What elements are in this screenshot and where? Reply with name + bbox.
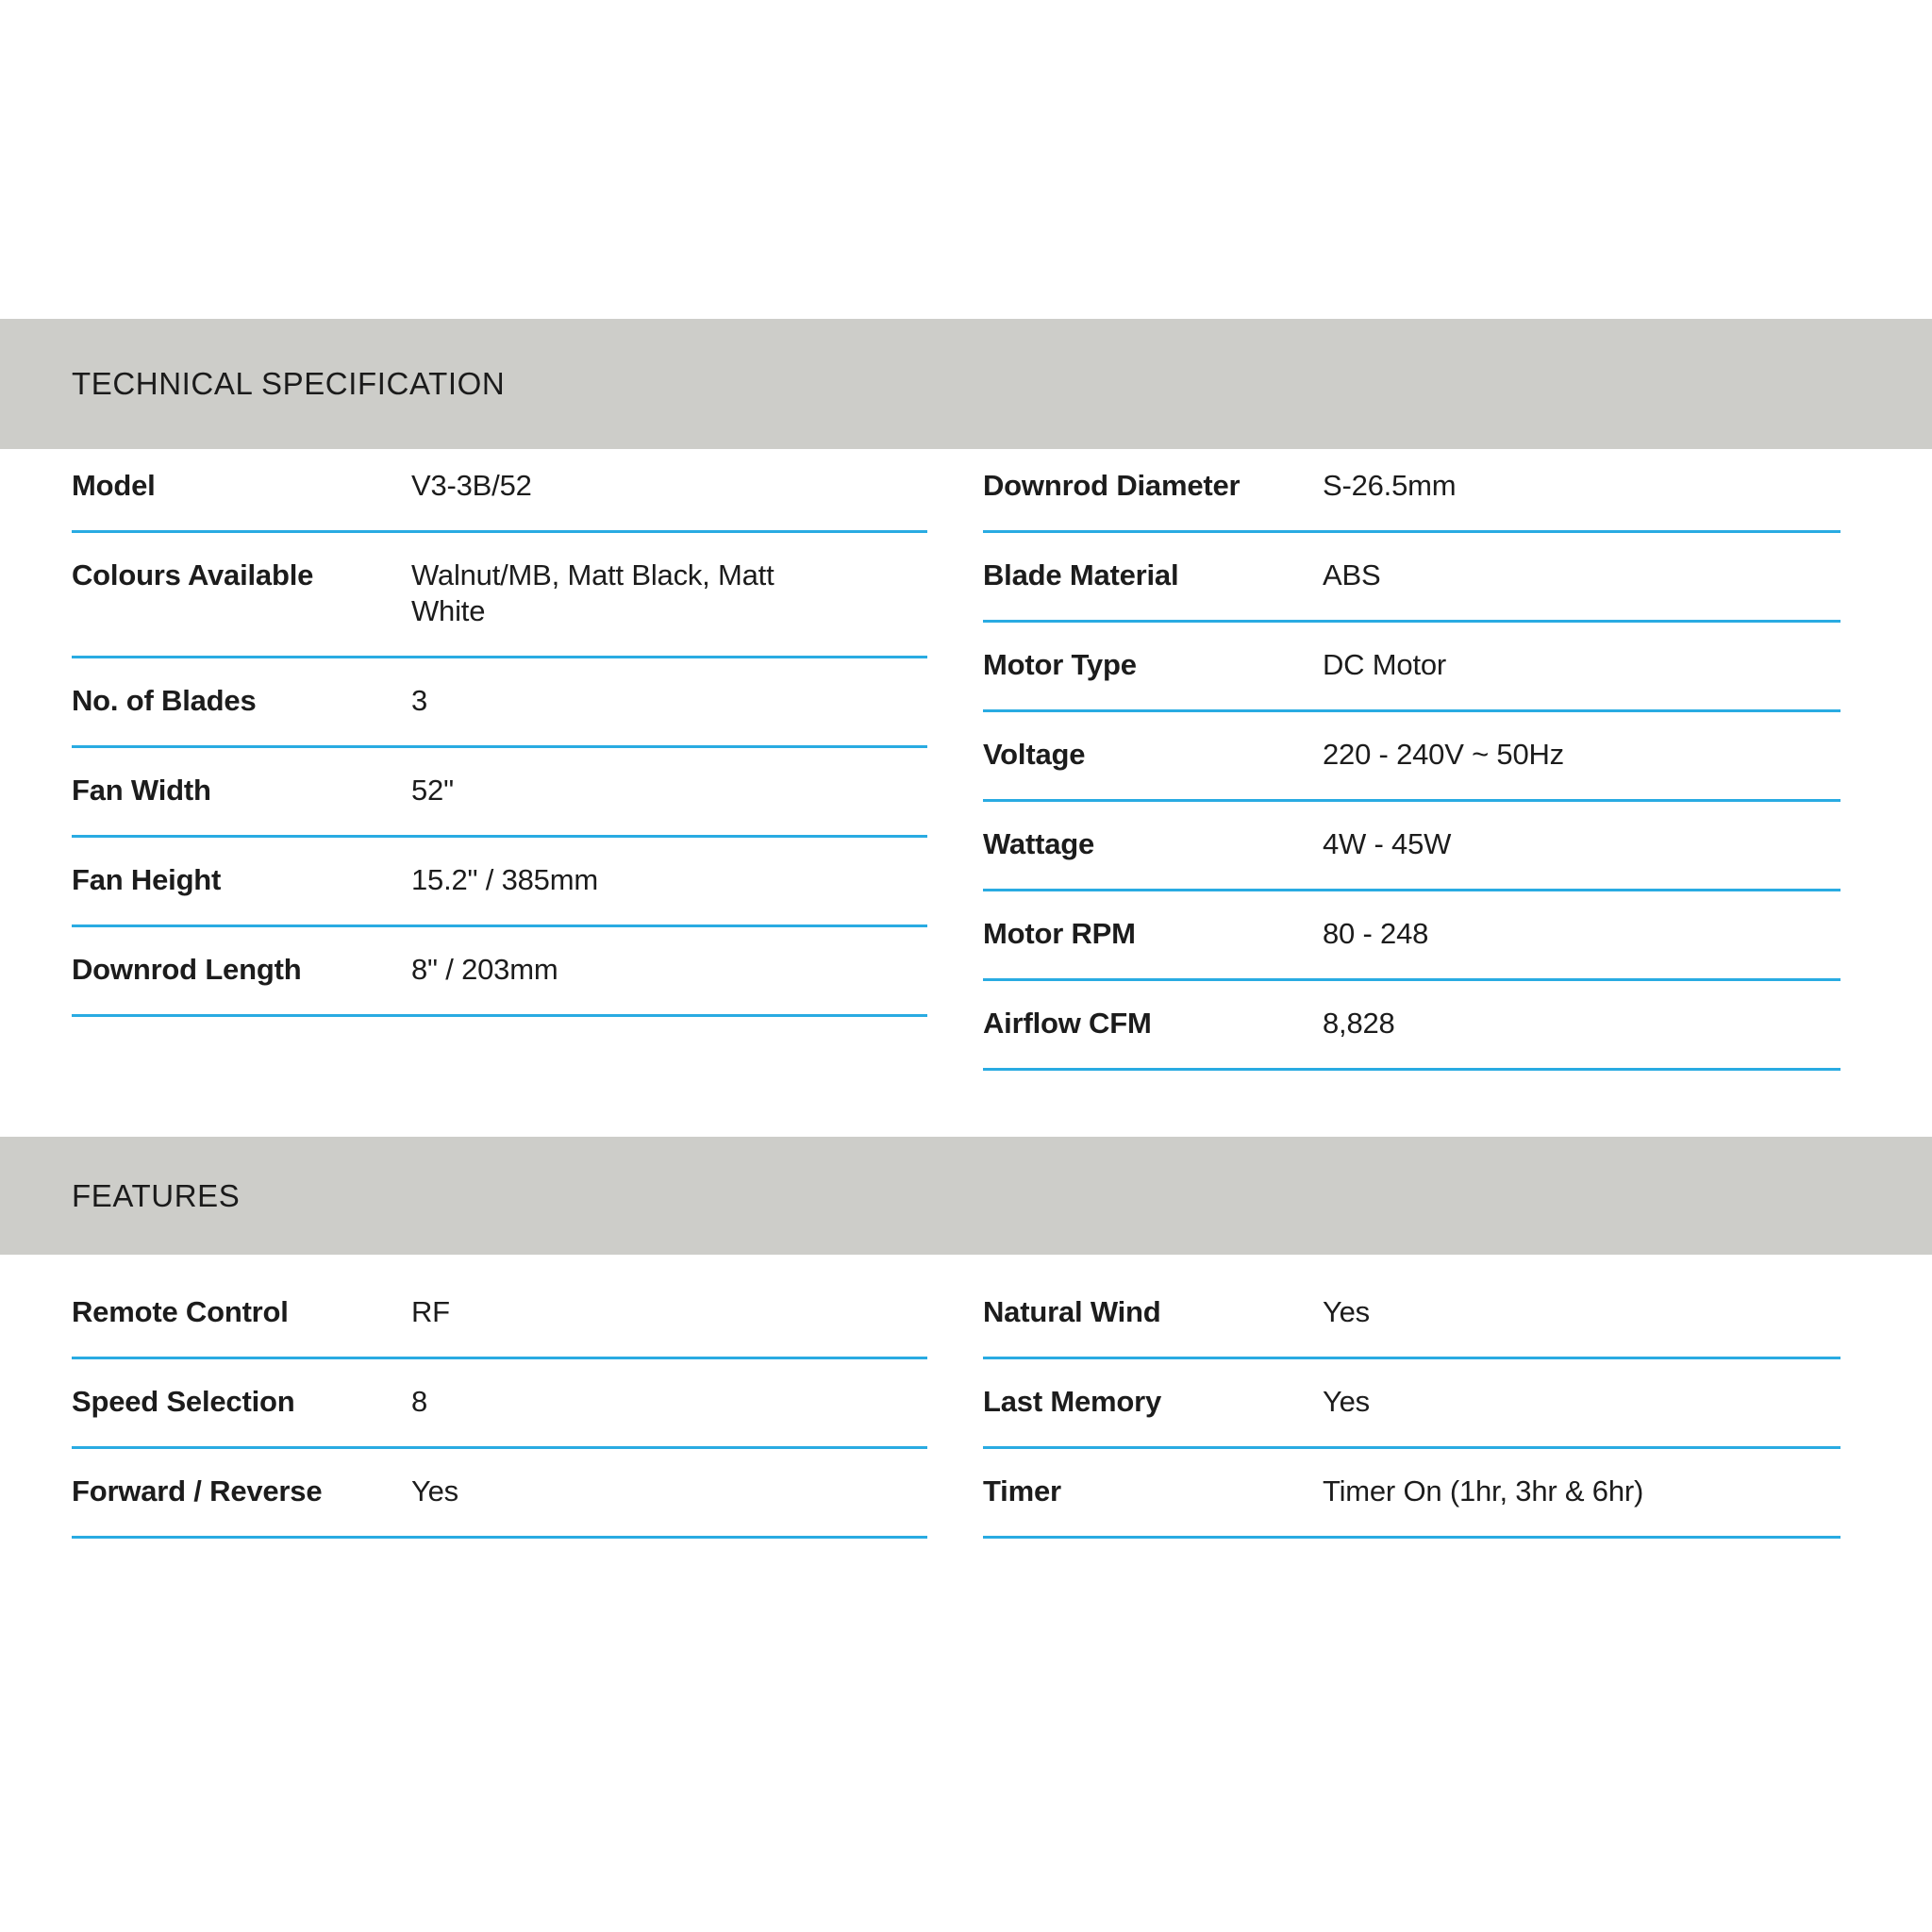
spec-label: Forward / Reverse xyxy=(72,1474,323,1507)
section-header-technical-specification xyxy=(0,319,1932,449)
spec-value: 52" xyxy=(411,774,454,807)
section-title: TECHNICAL SPECIFICATION xyxy=(72,366,506,401)
spec-value: Walnut/MB, Matt Black, Matt White xyxy=(411,558,774,627)
spec-row-blade-material xyxy=(983,533,1840,623)
spec-label: Motor RPM xyxy=(983,917,1136,950)
spec-value: 80 - 248 xyxy=(1323,917,1429,950)
spec-value: Yes xyxy=(411,1474,458,1507)
spec-label: Downrod Diameter xyxy=(983,469,1241,502)
section-header-features xyxy=(0,1137,1932,1255)
spec-value: ABS xyxy=(1323,558,1381,591)
spec-label: Motor Type xyxy=(983,648,1137,681)
spec-row-downrod-diameter xyxy=(983,449,1840,533)
spec-label: Colours Available xyxy=(72,558,314,591)
spec-label: Timer xyxy=(983,1474,1061,1507)
spec-value: S-26.5mm xyxy=(1323,469,1457,502)
spec-value: 220 - 240V ~ 50Hz xyxy=(1323,738,1564,771)
spec-row-speed-selection xyxy=(72,1359,927,1449)
spec-row-timer xyxy=(983,1449,1840,1539)
spec-label: Wattage xyxy=(983,827,1095,860)
spec-value: DC Motor xyxy=(1323,648,1447,681)
spec-row-fan-height xyxy=(72,838,927,927)
spec-row-no-of-blades xyxy=(72,658,927,748)
spec-row-colours-available xyxy=(72,533,927,658)
spec-value: 8 xyxy=(411,1385,428,1418)
spec-row-last-memory xyxy=(983,1359,1840,1449)
tech-spec-right-column xyxy=(983,449,1840,1071)
section-title: FEATURES xyxy=(72,1177,241,1213)
spec-row-motor-type xyxy=(983,623,1840,712)
spec-value: Yes xyxy=(1323,1295,1370,1328)
spec-row-natural-wind xyxy=(983,1255,1840,1359)
spec-row-fan-width xyxy=(72,748,927,838)
spec-value: Yes xyxy=(1323,1385,1370,1418)
spec-value: Timer On (1hr, 3hr & 6hr) xyxy=(1323,1474,1644,1507)
spec-row-forward-reverse xyxy=(72,1449,927,1539)
spec-label: Downrod Length xyxy=(72,953,302,986)
features-left-column xyxy=(72,1255,927,1539)
spec-label: Airflow CFM xyxy=(983,1007,1152,1040)
spec-value: 15.2" / 385mm xyxy=(411,863,598,896)
spec-label: Fan Width xyxy=(72,774,211,807)
spec-label: Blade Material xyxy=(983,558,1179,591)
spec-value: 3 xyxy=(411,684,428,717)
spec-value: 8" / 203mm xyxy=(411,953,558,986)
features-right-column xyxy=(983,1255,1840,1539)
spec-row-remote-control xyxy=(72,1255,927,1359)
spec-label: Natural Wind xyxy=(983,1295,1161,1328)
spec-value: 4W - 45W xyxy=(1323,827,1452,860)
spec-label: No. of Blades xyxy=(72,684,257,717)
spec-row-wattage xyxy=(983,802,1840,891)
spec-row-voltage xyxy=(983,712,1840,802)
spec-row-downrod-length xyxy=(72,927,927,1017)
spec-label: Voltage xyxy=(983,738,1086,771)
spec-label: Remote Control xyxy=(72,1295,289,1328)
spec-value: V3-3B/52 xyxy=(411,469,532,502)
spec-row-airflow-cfm xyxy=(983,981,1840,1071)
spec-label: Last Memory xyxy=(983,1385,1162,1418)
spec-label: Fan Height xyxy=(72,863,222,896)
spec-row-model xyxy=(72,449,927,533)
spec-label: Speed Selection xyxy=(72,1385,295,1418)
spec-label: Model xyxy=(72,469,156,502)
spec-value: RF xyxy=(411,1295,450,1328)
spec-value: 8,828 xyxy=(1323,1007,1395,1040)
tech-spec-left-column xyxy=(72,449,927,1017)
spec-row-motor-rpm xyxy=(983,891,1840,981)
